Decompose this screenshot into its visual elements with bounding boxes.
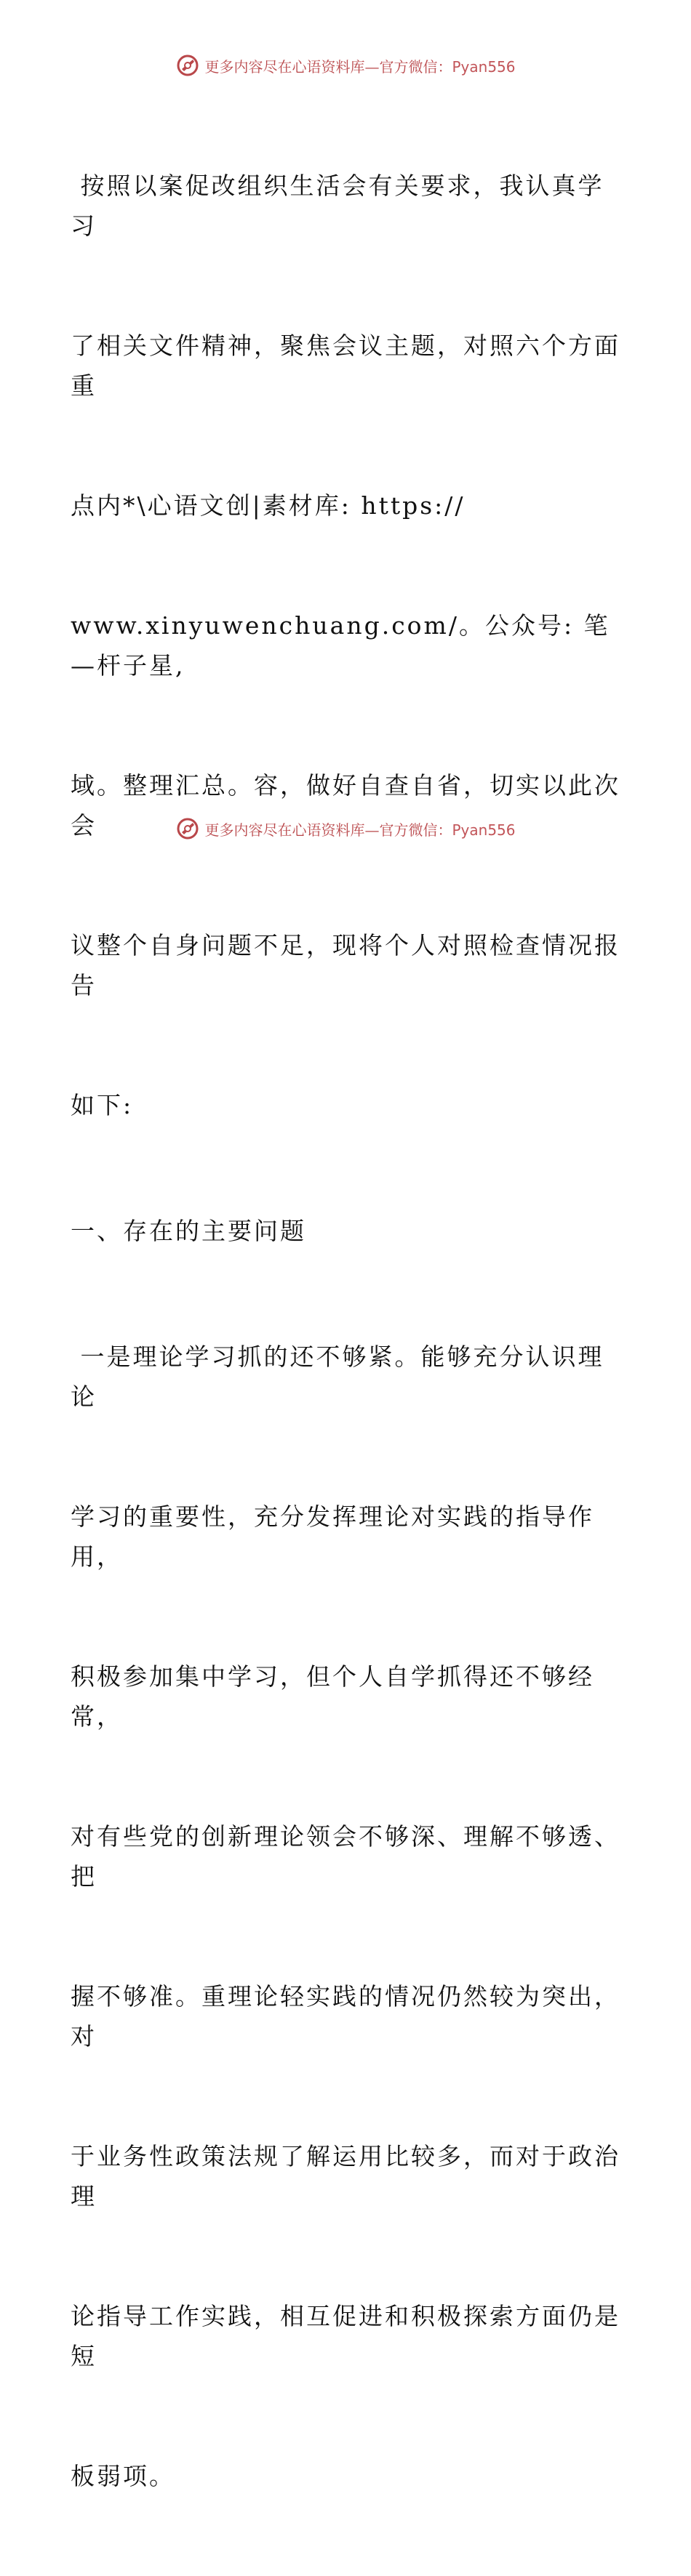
text-line: 域。整理汇总。容，做好自查自省，切实以此次会 (71, 771, 620, 840)
text-line: 一是理论学习抓的还不够紧。能够充分认识理论 (71, 1343, 604, 1411)
text-line: 论指导工作实践，相互促进和积极探索方面仍是短 (71, 2302, 620, 2370)
text-line: 了相关文件精神，聚焦会议主题，对照六个方面重 (71, 331, 620, 400)
text-line: 点内*\心语文创|素材库: https:// (71, 491, 466, 520)
document-body (71, 86, 623, 2576)
brand-logo-icon (175, 816, 200, 841)
text-line: 对有些党的创新理论领会不够深、理解不够透、把 (71, 1822, 620, 1891)
banner-wechat-id: Pyan556 (452, 57, 516, 76)
text-line: 议整个自身问题不足，现将个人对照检查情况报告 (71, 931, 620, 999)
text-line: 按照以案促改组织生活会有关要求，我认真学习 (71, 172, 604, 240)
banner-wechat-id: Pyan556 (452, 821, 516, 839)
body-paragraph (71, 1257, 623, 2576)
banner-label: 更多内容尽在心语资料库—官方微信： (204, 57, 452, 76)
banner-text (204, 55, 515, 76)
text-line: 积极参加集中学习，但个人自学抓得还不够经常， (71, 1662, 594, 1731)
text-line: www.xinyuwenchuang.com/。公众号: 笔—杆子星, (71, 611, 610, 680)
text-line: 学习的重要性，充分发挥理论对实践的指导作用， (71, 1502, 594, 1571)
banner-text (204, 818, 515, 840)
brand-logo-icon (175, 53, 200, 78)
text-line: 板弱项。 (71, 2462, 175, 2490)
text-line: 如下: (71, 1091, 134, 1119)
section-heading: 一、存在的主要问题 (71, 1217, 306, 1245)
footer-banner (0, 814, 691, 843)
text-line: 于业务性政策法规了解运用比较多，而对于政治理 (71, 2142, 620, 2210)
text-line: 握不够准。重理论轻实践的情况仍然较为突出，对 (71, 1982, 620, 2050)
intro-paragraph (71, 86, 623, 1205)
banner-label: 更多内容尽在心语资料库—官方微信： (204, 821, 452, 839)
header-banner (0, 51, 691, 80)
